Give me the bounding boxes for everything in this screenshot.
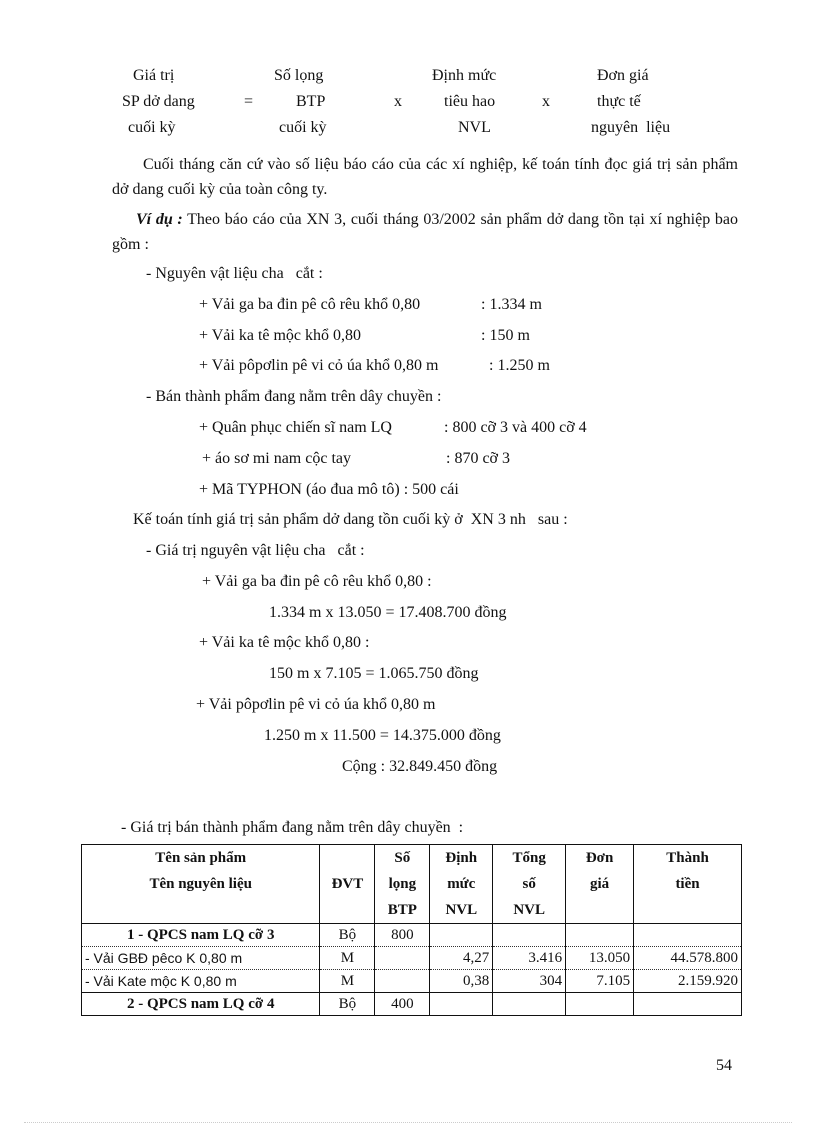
formula-col2-line3: cuối kỳ — [279, 119, 327, 136]
calc-subheading: - Giá trị nguyên vật liệu cha cắt : — [146, 542, 365, 559]
row-amount — [634, 993, 742, 1016]
row-name: - Vải GBĐ pêco K 0,80 m — [82, 947, 320, 970]
row-total: 3.416 — [493, 947, 566, 970]
header-total — [493, 845, 566, 924]
row-amount: 44.578.800 — [634, 947, 742, 970]
row-price: 7.105 — [566, 970, 634, 993]
row-total: 304 — [493, 970, 566, 993]
header-norm-line1: Định — [445, 850, 478, 866]
formula-col4-line1: Đơn giá — [597, 67, 649, 84]
semi-item-1: + Quân phục chiến sĩ nam LQ — [199, 419, 392, 436]
row-price — [566, 924, 634, 947]
calc-line1-value: 1.334 m x 13.050 = 17.408.700 đồng — [269, 604, 507, 621]
semi-item-2: + áo sơ mi nam cộc tay — [202, 450, 351, 467]
formula-equals: = — [244, 93, 254, 110]
row-name: 2 - QPCS nam LQ cỡ 4 — [82, 993, 320, 1016]
row-unit: M — [320, 970, 375, 993]
formula-col4-line2: thực tế — [597, 93, 641, 110]
example-label: Ví dụ : — [136, 211, 183, 228]
formula-times-1: x — [394, 93, 402, 110]
calc-line2-value: 150 m x 7.105 = 1.065.750 đồng — [269, 665, 479, 682]
material-qty-2: : 150 m — [481, 327, 530, 344]
row-qty: 800 — [375, 924, 430, 947]
row-price: 13.050 — [566, 947, 634, 970]
formula-col2-line1: Số lọng — [274, 67, 324, 84]
row-qty — [375, 947, 430, 970]
table-header-row — [82, 845, 742, 924]
row-qty — [375, 970, 430, 993]
header-total-line2: số — [522, 876, 536, 892]
row-qty: 400 — [375, 993, 430, 1016]
table-row — [82, 970, 742, 993]
formula-col3-line1: Định mức — [432, 67, 497, 84]
table-row — [82, 947, 742, 970]
formula-col1-line3: cuối kỳ — [128, 119, 176, 136]
calc-line1-label: + Vải ga ba đin pê cô rêu khổ 0,80 : — [202, 573, 432, 590]
row-norm: 0,38 — [430, 970, 493, 993]
header-qty-line3: BTP — [387, 902, 417, 918]
header-qty-line1: Số — [394, 850, 411, 866]
header-price — [566, 845, 634, 924]
semi-qty-1: : 800 cỡ 3 và 400 cỡ 4 — [444, 419, 587, 436]
calc-line2-label: + Vải ka tê mộc khổ 0,80 : — [199, 634, 370, 651]
calc-total: Cộng : 32.849.450 đồng — [342, 758, 498, 775]
header-norm-line3: NVL — [445, 902, 478, 918]
formula-col1-line1: Giá trị — [133, 67, 175, 84]
header-total-line3: NVL — [513, 902, 546, 918]
table-row — [82, 924, 742, 947]
header-qty — [375, 845, 430, 924]
formula-col2-line2: BTP — [296, 93, 326, 110]
materials-heading: - Nguyên vật liệu cha cắt : — [146, 265, 323, 282]
header-amount — [634, 845, 742, 924]
row-total — [493, 924, 566, 947]
header-norm-line2: mức — [447, 876, 476, 892]
row-norm — [430, 993, 493, 1016]
semi-qty-2: : 870 cỡ 3 — [446, 450, 511, 467]
table-row — [82, 993, 742, 1016]
example-text: Theo báo cáo của XN 3, cuối tháng 03/2002 sản phẩm dở dang tồn tại xí nghiệp bao gồm : — [112, 211, 739, 253]
row-total — [493, 993, 566, 1016]
example-paragraph — [112, 207, 738, 257]
header-price-line1: Đơn — [585, 850, 614, 866]
header-unit-label: ĐVT — [331, 876, 364, 892]
row-amount — [634, 924, 742, 947]
semi-item-3: + Mã TYPHON (áo đua mô tô) : 500 cái — [199, 481, 459, 498]
material-qty-3: : 1.250 m — [489, 357, 550, 374]
header-amount-line1: Thành — [666, 850, 709, 866]
formula-col3-line2: tiêu hao — [444, 93, 496, 110]
header-name-line2: Tên nguyên liệu — [149, 876, 252, 892]
page-number: 54 — [716, 1057, 732, 1074]
header-name — [82, 845, 320, 924]
calc-line3-label: + Vải pôpơlin pê vi cỏ úa khổ 0,80 m — [196, 696, 436, 713]
intro-paragraph: Cuối tháng căn cứ vào số liệu báo cáo của các xí nghiệp, kế toán tính đọc giá trị sản phẩm dở dang cuối kỳ của toàn công ty. — [112, 156, 738, 198]
row-unit: Bộ — [320, 993, 375, 1016]
formula-col3-line3: NVL — [458, 119, 491, 136]
row-amount: 2.159.920 — [634, 970, 742, 993]
material-item-3: + Vải pôpơlin pê vi cỏ úa khổ 0,80 m — [199, 357, 439, 374]
semi-heading: - Bán thành phẩm đang nằm trên dây chuyền : — [146, 388, 442, 405]
row-price — [566, 993, 634, 1016]
material-item-2: + Vải ka tê mộc khổ 0,80 — [199, 327, 362, 344]
header-price-line2: giá — [590, 876, 610, 892]
row-name: - Vải Kate mộc K 0,80 m — [82, 970, 320, 993]
formula-col4-line3: nguyên liệu — [591, 119, 671, 136]
table-title: - Giá trị bán thành phẩm đang nằm trên dây chuyền : — [121, 819, 464, 836]
calc-heading: Kế toán tính giá trị sản phẩm dở dang tồn cuối kỳ ở XN 3 nh sau : — [133, 511, 568, 528]
row-norm — [430, 924, 493, 947]
formula-col1-line2: SP dở dang — [122, 93, 195, 110]
header-qty-line2: lọng — [388, 876, 417, 892]
calc-line3-value: 1.250 m x 11.500 = 14.375.000 đồng — [264, 727, 501, 744]
header-amount-line2: tiền — [675, 876, 700, 892]
header-name-line1: Tên sản phẩm — [155, 850, 247, 866]
btp-value-table — [81, 844, 742, 1016]
material-item-1: + Vải ga ba đin pê cô rêu khổ 0,80 — [199, 296, 421, 313]
header-norm — [430, 845, 493, 924]
row-norm: 4,27 — [430, 947, 493, 970]
header-unit — [320, 845, 375, 924]
formula-times-2: x — [542, 93, 550, 110]
header-total-line1: Tổng — [512, 850, 546, 866]
material-qty-1: : 1.334 m — [481, 296, 542, 313]
row-unit: Bộ — [320, 924, 375, 947]
row-unit: M — [320, 947, 375, 970]
row-name: 1 - QPCS nam LQ cỡ 3 — [82, 924, 320, 947]
